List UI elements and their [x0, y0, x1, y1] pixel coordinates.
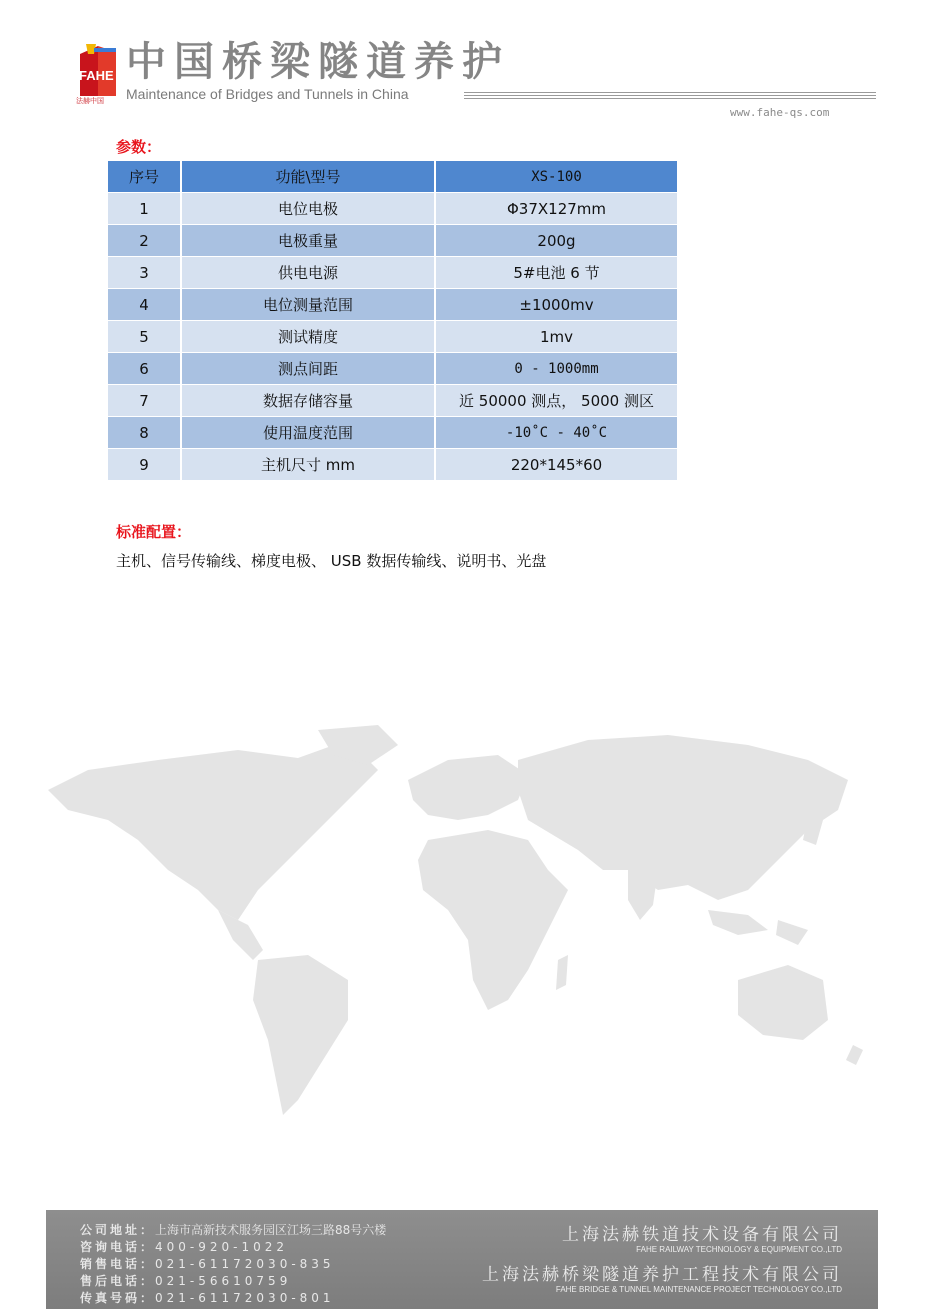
fax-value: 021-61172030-801 [155, 1291, 335, 1305]
row-function: 使用温度范围 [181, 417, 435, 449]
logo-caption: 法赫中国 [76, 97, 104, 105]
service-line [80, 1273, 386, 1290]
column-header-function: 功能\型号 [181, 161, 435, 193]
header-rule [464, 92, 876, 93]
company-railway [562, 1220, 842, 1254]
row-value: Φ37X127mm [435, 193, 677, 225]
fahe-logo [76, 44, 120, 104]
row-index: 9 [108, 449, 181, 481]
header-rule [464, 95, 876, 96]
hotline-label: 咨询电话： [80, 1240, 156, 1254]
row-index: 4 [108, 289, 181, 321]
column-header-model: XS-100 [435, 161, 677, 193]
world-map-image [48, 720, 878, 1120]
row-index: 2 [108, 225, 181, 257]
address-label: 公司地址： [80, 1223, 156, 1237]
hotline-line [80, 1239, 386, 1256]
address-value: 上海市高新技术服务园区江场三路88号六楼 [155, 1223, 387, 1237]
row-index: 6 [108, 353, 181, 385]
company-railway-cn: 上海法赫铁道技术设备有限公司 [562, 1225, 842, 1245]
website-url[interactable]: www.fahe-qs.com [730, 106, 830, 119]
brand-title-cn: 中国桥梁隧道养护 [126, 39, 510, 85]
contact-info [80, 1222, 386, 1307]
column-header-index: 序号 [108, 161, 181, 193]
table-row [108, 449, 677, 481]
row-index: 3 [108, 257, 181, 289]
row-function: 电位电极 [181, 193, 435, 225]
row-value: 0 - 1000mm [435, 353, 677, 385]
table-row [108, 289, 677, 321]
company-bridge-en: FAHE BRIDGE & TUNNEL MAINTENANCE PROJECT TECHNOLOGY CO.,LTD [555, 1285, 842, 1294]
table-row [108, 257, 677, 289]
row-value: -10˚C - 40˚C [435, 417, 677, 449]
row-index: 7 [108, 385, 181, 417]
table-row [108, 225, 677, 257]
sales-line [80, 1256, 386, 1273]
row-function: 测点间距 [181, 353, 435, 385]
table-row [108, 193, 677, 225]
sales-value: 021-61172030-835 [155, 1257, 335, 1271]
config-text: 主机、信号传输线、梯度电极、 USB 数据传输线、说明书、光盘 [116, 552, 547, 570]
row-value: 5#电池 6 节 [435, 257, 677, 289]
row-value: 1mv [435, 321, 677, 353]
table-row [108, 353, 677, 385]
row-value: 近 50000 测点， 5000 测区 [435, 385, 677, 417]
hotline-value: 400-920-1022 [155, 1240, 289, 1254]
table-header-row [108, 161, 677, 193]
row-function: 测试精度 [181, 321, 435, 353]
address-line [80, 1222, 386, 1239]
params-title: 参数： [116, 138, 162, 156]
footer-bar [46, 1210, 878, 1309]
config-title: 标准配置： [116, 523, 192, 541]
row-value: 220*145*60 [435, 449, 677, 481]
company-bridge-cn: 上海法赫桥梁隧道养护工程技术有限公司 [482, 1265, 842, 1285]
header-rule [464, 98, 876, 99]
table-row [108, 385, 677, 417]
table-row [108, 417, 677, 449]
company-railway-en: FAHE RAILWAY TECHNOLOGY & EQUIPMENT CO.,LTD [636, 1245, 842, 1254]
logo-text: FAHE [79, 68, 114, 83]
row-value: 200g [435, 225, 677, 257]
row-function: 主机尺寸 mm [181, 449, 435, 481]
row-function: 供电电源 [181, 257, 435, 289]
company-bridge [482, 1260, 842, 1294]
sales-label: 销售电话： [80, 1257, 156, 1271]
row-function: 数据存储容量 [181, 385, 435, 417]
fax-line [80, 1290, 386, 1307]
service-value: 021-56610759 [155, 1274, 292, 1288]
service-label: 售后电话： [80, 1274, 156, 1288]
row-value: ±1000mv [435, 289, 677, 321]
row-index: 1 [108, 193, 181, 225]
table-row [108, 321, 677, 353]
params-table [108, 161, 677, 481]
fax-label: 传真号码： [80, 1291, 156, 1305]
row-index: 8 [108, 417, 181, 449]
row-function: 电极重量 [181, 225, 435, 257]
row-function: 电位测量范围 [181, 289, 435, 321]
row-index: 5 [108, 321, 181, 353]
brand-title-en: Maintenance of Bridges and Tunnels in China [126, 86, 409, 102]
